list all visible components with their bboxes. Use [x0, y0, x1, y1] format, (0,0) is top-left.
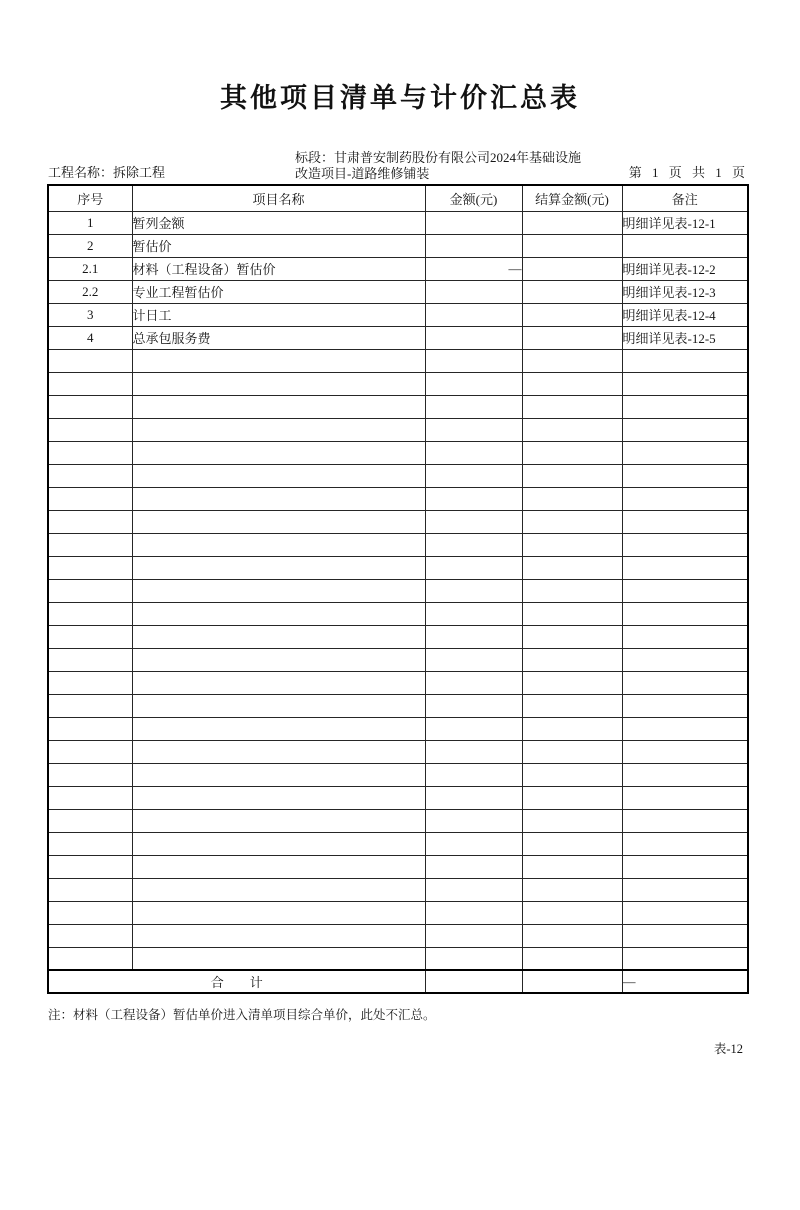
section-label — [295, 150, 581, 182]
empty-cell — [132, 947, 425, 970]
table-row-empty — [48, 901, 748, 924]
empty-cell — [132, 740, 425, 763]
empty-cell — [48, 602, 132, 625]
table-row-empty — [48, 924, 748, 947]
empty-cell — [522, 487, 622, 510]
table-row-empty — [48, 510, 748, 533]
section-label-line2: 改造项目-道路维修铺装 — [295, 166, 430, 181]
empty-cell — [622, 487, 748, 510]
empty-cell — [48, 395, 132, 418]
empty-cell — [622, 602, 748, 625]
cell-name: 材料（工程设备）暂估价 — [132, 257, 425, 280]
empty-cell — [132, 809, 425, 832]
cell-remark: 明细详见表-12-2 — [622, 257, 748, 280]
content-area — [47, 146, 747, 1057]
empty-cell — [132, 418, 425, 441]
col-header-no: 序号 — [48, 185, 132, 211]
empty-cell — [522, 855, 622, 878]
page-title: 其他项目清单与计价汇总表 — [220, 83, 580, 113]
empty-cell — [425, 395, 522, 418]
empty-cell — [132, 763, 425, 786]
empty-cell — [522, 464, 622, 487]
empty-cell — [48, 832, 132, 855]
table-row-empty — [48, 809, 748, 832]
table-row-empty — [48, 740, 748, 763]
empty-cell — [132, 694, 425, 717]
empty-cell — [425, 579, 522, 602]
cell-settlement — [522, 303, 622, 326]
col-header-settlement: 结算金额(元) — [522, 185, 622, 211]
cell-amount — [425, 326, 522, 349]
empty-cell — [48, 671, 132, 694]
empty-cell — [622, 878, 748, 901]
empty-cell — [522, 418, 622, 441]
table-row-empty — [48, 418, 748, 441]
table-row-empty — [48, 487, 748, 510]
table-row-empty — [48, 855, 748, 878]
empty-cell — [522, 556, 622, 579]
cell-remark: 明细详见表-12-1 — [622, 211, 748, 234]
table-row — [48, 303, 748, 326]
empty-cell — [622, 786, 748, 809]
cell-settlement — [522, 280, 622, 303]
footnote: 注：材料（工程设备）暂估单价进入清单项目综合单价，此处不汇总。 — [48, 1008, 436, 1022]
cell-no: 4 — [48, 326, 132, 349]
empty-cell — [522, 763, 622, 786]
cell-settlement — [522, 234, 622, 257]
empty-cell — [48, 418, 132, 441]
empty-cell — [522, 349, 622, 372]
empty-cell — [132, 855, 425, 878]
table-row-empty — [48, 832, 748, 855]
table-row-empty — [48, 464, 748, 487]
empty-cell — [132, 648, 425, 671]
empty-cell — [132, 671, 425, 694]
table-row-empty — [48, 648, 748, 671]
table-row — [48, 280, 748, 303]
empty-cell — [48, 809, 132, 832]
table-row-empty — [48, 533, 748, 556]
empty-cell — [48, 901, 132, 924]
table-row-empty — [48, 763, 748, 786]
cell-settlement — [522, 326, 622, 349]
table-row-empty — [48, 786, 748, 809]
empty-cell — [48, 878, 132, 901]
header-row — [48, 185, 748, 211]
cell-amount: — — [425, 257, 522, 280]
empty-cell — [522, 602, 622, 625]
empty-cell — [425, 441, 522, 464]
col-header-name: 项目名称 — [132, 185, 425, 211]
empty-cell — [522, 717, 622, 740]
empty-cell — [425, 625, 522, 648]
cell-remark — [622, 234, 748, 257]
empty-cell — [522, 901, 622, 924]
table-row — [48, 234, 748, 257]
empty-cell — [132, 510, 425, 533]
table-row-empty — [48, 349, 748, 372]
cell-name: 暂估价 — [132, 234, 425, 257]
empty-cell — [48, 855, 132, 878]
empty-cell — [622, 832, 748, 855]
empty-cell — [425, 648, 522, 671]
empty-cell — [622, 418, 748, 441]
empty-cell — [622, 947, 748, 970]
empty-cell — [622, 395, 748, 418]
cell-no: 2 — [48, 234, 132, 257]
empty-cell — [132, 832, 425, 855]
empty-cell — [132, 349, 425, 372]
empty-cell — [48, 648, 132, 671]
empty-cell — [132, 556, 425, 579]
empty-cell — [132, 901, 425, 924]
empty-cell — [522, 947, 622, 970]
empty-cell — [48, 786, 132, 809]
cell-name: 暂列金额 — [132, 211, 425, 234]
cell-no: 1 — [48, 211, 132, 234]
empty-cell — [622, 648, 748, 671]
table-row — [48, 326, 748, 349]
empty-cell — [48, 372, 132, 395]
empty-cell — [522, 740, 622, 763]
empty-cell — [132, 878, 425, 901]
empty-cell — [425, 809, 522, 832]
document-page — [0, 82, 800, 1210]
empty-cell — [132, 372, 425, 395]
table-row-empty — [48, 579, 748, 602]
table-row-empty — [48, 441, 748, 464]
empty-cell — [425, 671, 522, 694]
empty-cell — [48, 487, 132, 510]
empty-cell — [522, 786, 622, 809]
empty-cell — [132, 395, 425, 418]
empty-cell — [622, 579, 748, 602]
empty-cell — [622, 717, 748, 740]
summary-table — [47, 184, 749, 994]
cell-settlement — [522, 257, 622, 280]
empty-cell — [425, 372, 522, 395]
empty-cell — [425, 855, 522, 878]
meta-row — [47, 146, 747, 182]
empty-cell — [622, 924, 748, 947]
table-row-empty — [48, 671, 748, 694]
table-row-empty — [48, 947, 748, 970]
empty-cell — [425, 832, 522, 855]
empty-cell — [522, 924, 622, 947]
cell-name: 专业工程暂估价 — [132, 280, 425, 303]
empty-cell — [48, 740, 132, 763]
col-header-remark: 备注 — [622, 185, 748, 211]
empty-cell — [425, 487, 522, 510]
table-row — [48, 257, 748, 280]
empty-cell — [425, 740, 522, 763]
empty-cell — [132, 441, 425, 464]
table-row-empty — [48, 395, 748, 418]
empty-cell — [425, 464, 522, 487]
empty-cell — [522, 832, 622, 855]
total-remark-cell: — — [622, 970, 748, 993]
empty-cell — [425, 418, 522, 441]
project-name-label: 工程名称：拆除工程 — [48, 165, 166, 180]
empty-cell — [622, 694, 748, 717]
empty-cell — [622, 510, 748, 533]
cell-amount — [425, 303, 522, 326]
empty-cell — [132, 602, 425, 625]
empty-cell — [425, 878, 522, 901]
empty-cell — [48, 464, 132, 487]
empty-cell — [132, 717, 425, 740]
empty-cell — [522, 671, 622, 694]
empty-cell — [132, 487, 425, 510]
empty-cell — [522, 579, 622, 602]
empty-cell — [48, 349, 132, 372]
empty-cell — [622, 349, 748, 372]
table-row-empty — [48, 717, 748, 740]
empty-cell — [522, 533, 622, 556]
cell-name: 总承包服务费 — [132, 326, 425, 349]
cell-amount — [425, 234, 522, 257]
empty-cell — [132, 625, 425, 648]
empty-cell — [522, 878, 622, 901]
empty-cell — [48, 441, 132, 464]
empty-cell — [425, 533, 522, 556]
empty-cell — [622, 533, 748, 556]
cell-settlement — [522, 211, 622, 234]
total-amount-cell — [425, 970, 522, 993]
cell-remark: 明细详见表-12-3 — [622, 280, 748, 303]
col-header-amount: 金额(元) — [425, 185, 522, 211]
empty-cell — [425, 510, 522, 533]
empty-cell — [622, 901, 748, 924]
empty-cell — [132, 786, 425, 809]
table-row-empty — [48, 878, 748, 901]
table-row-empty — [48, 694, 748, 717]
empty-cell — [48, 694, 132, 717]
empty-cell — [425, 924, 522, 947]
cell-amount — [425, 280, 522, 303]
empty-cell — [522, 510, 622, 533]
table-row — [48, 211, 748, 234]
empty-cell — [48, 947, 132, 970]
empty-cell — [132, 579, 425, 602]
empty-cell — [48, 556, 132, 579]
empty-cell — [622, 441, 748, 464]
total-settlement-cell — [522, 970, 622, 993]
empty-cell — [522, 648, 622, 671]
table-row-empty — [48, 625, 748, 648]
empty-cell — [425, 556, 522, 579]
section-label-line1: 标段：甘肃普安制药股份有限公司2024年基础设施 — [295, 150, 582, 165]
total-row — [48, 970, 748, 993]
empty-cell — [425, 947, 522, 970]
empty-cell — [48, 717, 132, 740]
empty-cell — [622, 671, 748, 694]
empty-cell — [622, 763, 748, 786]
empty-cell — [425, 349, 522, 372]
empty-cell — [622, 464, 748, 487]
empty-cell — [425, 901, 522, 924]
empty-cell — [622, 372, 748, 395]
empty-cell — [622, 855, 748, 878]
empty-cell — [425, 786, 522, 809]
empty-cell — [622, 809, 748, 832]
page-indicator: 第 1 页 共 1 页 — [628, 165, 745, 180]
empty-cell — [48, 510, 132, 533]
empty-cell — [522, 625, 622, 648]
empty-cell — [48, 625, 132, 648]
table-row-empty — [48, 602, 748, 625]
empty-cell — [132, 464, 425, 487]
cell-name: 计日工 — [132, 303, 425, 326]
form-code: 表-12 — [713, 1042, 743, 1056]
empty-cell — [48, 533, 132, 556]
empty-cell — [425, 763, 522, 786]
empty-cell — [425, 602, 522, 625]
table-row-empty — [48, 556, 748, 579]
cell-amount — [425, 211, 522, 234]
empty-cell — [522, 441, 622, 464]
empty-cell — [622, 556, 748, 579]
empty-cell — [48, 763, 132, 786]
cell-remark: 明细详见表-12-4 — [622, 303, 748, 326]
empty-cell — [522, 694, 622, 717]
empty-cell — [132, 924, 425, 947]
cell-remark: 明细详见表-12-5 — [622, 326, 748, 349]
empty-cell — [425, 717, 522, 740]
empty-cell — [425, 694, 522, 717]
table-row-empty — [48, 372, 748, 395]
cell-no: 2.2 — [48, 280, 132, 303]
empty-cell — [48, 924, 132, 947]
empty-cell — [48, 579, 132, 602]
cell-no: 2.1 — [48, 257, 132, 280]
empty-cell — [522, 372, 622, 395]
total-label-cell: 合 计 — [48, 970, 425, 993]
cell-no: 3 — [48, 303, 132, 326]
empty-cell — [132, 533, 425, 556]
empty-cell — [522, 395, 622, 418]
empty-cell — [522, 809, 622, 832]
empty-cell — [622, 625, 748, 648]
empty-cell — [622, 740, 748, 763]
